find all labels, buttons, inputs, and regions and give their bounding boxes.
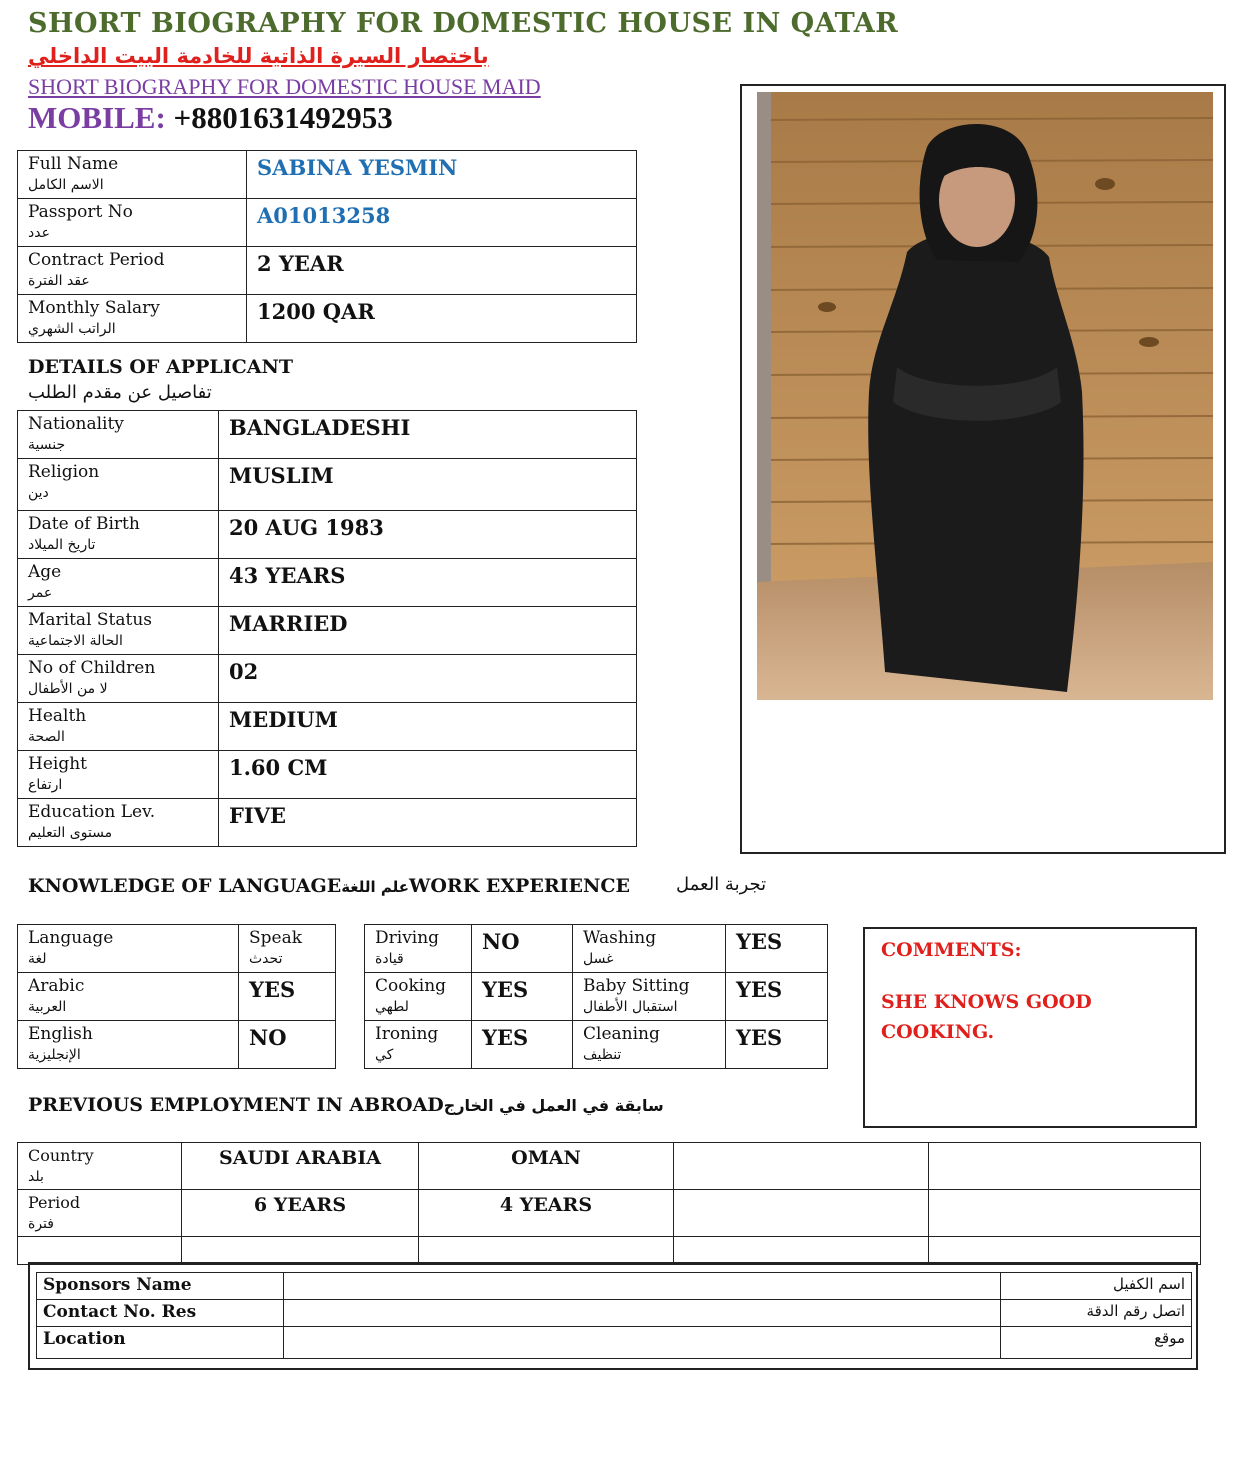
dob-label: Date of Birth [28, 514, 140, 534]
country-label: Country [28, 1146, 94, 1165]
mobile-line [28, 100, 393, 136]
health-label: Health [28, 706, 87, 726]
speak-header-cell [239, 925, 336, 973]
contact-field[interactable] [284, 1300, 1001, 1327]
period-value [674, 1190, 929, 1237]
page-title-arabic: باختصار السيرة الذاتية للخادمة البيت الداخلي [28, 44, 489, 68]
driving-label-ar: قيادة [375, 951, 404, 967]
work-heading-text: WORK EXPERIENCE [409, 875, 630, 897]
work-label-cell [365, 925, 472, 973]
cleaning-value: YES [726, 1021, 828, 1069]
detail-row-education [18, 799, 637, 847]
previous-heading [28, 1094, 664, 1116]
sponsor-name-label: Sponsors Name [37, 1273, 284, 1300]
country-value [929, 1143, 1201, 1190]
speak-header-label-ar: تحدث [249, 951, 283, 967]
location-field[interactable] [284, 1327, 1001, 1359]
dob-value: 20 AUG 1983 [219, 511, 637, 559]
religion-label-ar: دين [28, 485, 49, 501]
previous-employment-table [17, 1142, 1201, 1265]
details-table [17, 410, 637, 847]
contract-label: Contract Period [28, 250, 165, 270]
info-row-salary [18, 295, 637, 343]
detail-row-children [18, 655, 637, 703]
work-row [365, 1021, 828, 1069]
country-value: SAUDI ARABIA [182, 1143, 419, 1190]
work-label-cell [573, 925, 726, 973]
health-value: MEDIUM [219, 703, 637, 751]
country-value: OMAN [419, 1143, 674, 1190]
nationality-value: BANGLADESHI [219, 411, 637, 459]
salary-value: 1200 QAR [247, 295, 637, 343]
driving-label: Driving [375, 928, 440, 948]
info-row-passport [18, 199, 637, 247]
sponsor-table [36, 1272, 1192, 1359]
sponsor-row [37, 1273, 1192, 1300]
full-name-value: SABINA YESMIN [247, 151, 637, 199]
english-label: English [28, 1024, 93, 1044]
detail-row-marital [18, 607, 637, 655]
comments-title: COMMENTS: [881, 939, 1022, 961]
work-heading-arabic: تجربة العمل [676, 874, 767, 895]
sponsor-row [37, 1300, 1192, 1327]
marital-label-ar: الحالة الاجتماعية [28, 633, 123, 649]
arabic-label-ar: العربية [28, 999, 67, 1015]
mobile-number: +8801631492953 [173, 100, 393, 135]
detail-row-dob [18, 511, 637, 559]
language-table [17, 924, 336, 1069]
washing-value: YES [726, 925, 828, 973]
location-label: Location [37, 1327, 284, 1359]
detail-label-cell [18, 703, 219, 751]
detail-row-religion [18, 459, 637, 511]
period-label: Period [28, 1193, 81, 1212]
period-value [929, 1190, 1201, 1237]
education-label: Education Lev. [28, 802, 156, 822]
period-label-cell [18, 1190, 182, 1237]
baby-sitting-label-ar: استقبال الأطفال [583, 999, 678, 1015]
washing-label: Washing [583, 928, 657, 948]
detail-row-nationality [18, 411, 637, 459]
ironing-label-ar: كي [375, 1047, 394, 1063]
applicant-photo-illustration [757, 92, 1213, 700]
children-label-ar: لا من الأطفال [28, 681, 108, 697]
work-label-cell [573, 973, 726, 1021]
age-value: 43 YEARS [219, 559, 637, 607]
speak-header-label: Speak [249, 928, 303, 948]
previous-country-row [18, 1143, 1201, 1190]
education-label-ar: مستوى التعليم [28, 825, 113, 841]
language-label-cell [18, 1021, 239, 1069]
mobile-label: MOBILE: [28, 100, 166, 135]
height-value: 1.60 CM [219, 751, 637, 799]
arabic-label: Arabic [28, 976, 85, 996]
period-value: 6 YEARS [182, 1190, 419, 1237]
cooking-value: YES [472, 973, 573, 1021]
page-title: SHORT BIOGRAPHY FOR DOMESTIC HOUSE IN QATAR [28, 8, 899, 39]
info-label-cell [18, 247, 247, 295]
info-row-full-name [18, 151, 637, 199]
cooking-label-ar: لطهي [375, 999, 409, 1015]
height-label: Height [28, 754, 87, 774]
location-label-ar: موقع [1001, 1327, 1192, 1359]
marital-value: MARRIED [219, 607, 637, 655]
contact-label-ar: اتصل رقم الدقة [1001, 1300, 1192, 1327]
top-info-table [17, 150, 637, 343]
empty-cell [674, 1237, 929, 1265]
detail-label-cell [18, 411, 219, 459]
contract-value: 2 YEAR [247, 247, 637, 295]
details-heading: DETAILS OF APPLICANT [28, 356, 293, 378]
ironing-value: YES [472, 1021, 573, 1069]
baby-sitting-label: Baby Sitting [583, 976, 690, 996]
contact-label: Contact No. Res [37, 1300, 284, 1327]
language-header-label-ar: لغة [28, 951, 47, 967]
health-label-ar: الصحة [28, 729, 65, 745]
ironing-label: Ironing [375, 1024, 439, 1044]
empty-cell [182, 1237, 419, 1265]
previous-empty-row [18, 1237, 1201, 1265]
language-heading [28, 875, 630, 897]
country-label-ar: بلد [28, 1169, 44, 1185]
sponsor-box [28, 1262, 1198, 1370]
children-value: 02 [219, 655, 637, 703]
education-value: FIVE [219, 799, 637, 847]
nationality-label-ar: جنسية [28, 437, 66, 453]
washing-label-ar: غسل [583, 951, 614, 967]
empty-cell [929, 1237, 1201, 1265]
detail-label-cell [18, 655, 219, 703]
previous-heading-arabic: سابقة في العمل في الخارج [443, 1096, 664, 1115]
dob-label-ar: تاريخ الميلاد [28, 537, 96, 553]
detail-label-cell [18, 511, 219, 559]
work-row [365, 973, 828, 1021]
cleaning-label: Cleaning [583, 1024, 660, 1044]
language-row-english [18, 1021, 336, 1069]
driving-value: NO [472, 925, 573, 973]
comments-text: SHE KNOWS GOOD COOKING. [881, 991, 1092, 1043]
sponsor-row [37, 1327, 1192, 1359]
previous-period-row [18, 1190, 1201, 1237]
religion-label: Religion [28, 462, 100, 482]
empty-cell [18, 1237, 182, 1265]
sponsor-name-field[interactable] [284, 1273, 1001, 1300]
comments-box [863, 927, 1197, 1128]
contract-label-ar: عقد الفترة [28, 273, 90, 289]
work-label-cell [365, 1021, 472, 1069]
height-label-ar: ارتفاع [28, 777, 63, 793]
detail-label-cell [18, 559, 219, 607]
detail-row-health [18, 703, 637, 751]
country-label-cell [18, 1143, 182, 1190]
cooking-label: Cooking [375, 976, 447, 996]
details-heading-arabic: تفاصيل عن مقدم الطلب [28, 382, 212, 403]
full-name-label-ar: الاسم الكامل [28, 177, 104, 193]
applicant-photo [757, 92, 1213, 700]
age-label: Age [28, 562, 62, 582]
full-name-label: Full Name [28, 154, 119, 174]
arabic-value: YES [239, 973, 336, 1021]
religion-value: MUSLIM [219, 459, 637, 511]
age-label-ar: عمر [28, 585, 53, 601]
language-heading-text: KNOWLEDGE OF LANGUAGE [28, 875, 342, 897]
baby-sitting-value: YES [726, 973, 828, 1021]
language-label-cell [18, 973, 239, 1021]
detail-row-age [18, 559, 637, 607]
english-label-ar: الإنجليزية [28, 1047, 81, 1063]
english-value: NO [239, 1021, 336, 1069]
language-header-cell [18, 925, 239, 973]
cleaning-label-ar: تنظيف [583, 1047, 622, 1063]
language-row-arabic [18, 973, 336, 1021]
sponsor-name-label-ar: اسم الكفيل [1001, 1273, 1192, 1300]
passport-value: A01013258 [247, 199, 637, 247]
detail-label-cell [18, 607, 219, 655]
previous-heading-text: PREVIOUS EMPLOYMENT IN ABROAD [28, 1094, 444, 1116]
salary-label-ar: الراتب الشهري [28, 321, 116, 337]
page-subtitle: SHORT BIOGRAPHY FOR DOMESTIC HOUSE MAID [28, 74, 541, 99]
children-label: No of Children [28, 658, 156, 678]
detail-label-cell [18, 799, 219, 847]
work-table [364, 924, 828, 1069]
country-value [674, 1143, 929, 1190]
language-header-label: Language [28, 928, 114, 948]
work-row [365, 925, 828, 973]
period-label-ar: فترة [28, 1216, 54, 1232]
language-header-row [18, 925, 336, 973]
language-heading-arabic: علم اللغة [341, 878, 410, 896]
info-label-cell [18, 295, 247, 343]
marital-label: Marital Status [28, 610, 153, 630]
detail-label-cell [18, 751, 219, 799]
info-label-cell [18, 199, 247, 247]
passport-label: Passport No [28, 202, 133, 222]
passport-label-ar: عدد [28, 225, 50, 241]
nationality-label: Nationality [28, 414, 124, 434]
detail-label-cell [18, 459, 219, 511]
work-label-cell [365, 973, 472, 1021]
work-label-cell [573, 1021, 726, 1069]
detail-row-height [18, 751, 637, 799]
period-value: 4 YEARS [419, 1190, 674, 1237]
salary-label: Monthly Salary [28, 298, 160, 318]
info-row-contract [18, 247, 637, 295]
info-label-cell [18, 151, 247, 199]
empty-cell [419, 1237, 674, 1265]
